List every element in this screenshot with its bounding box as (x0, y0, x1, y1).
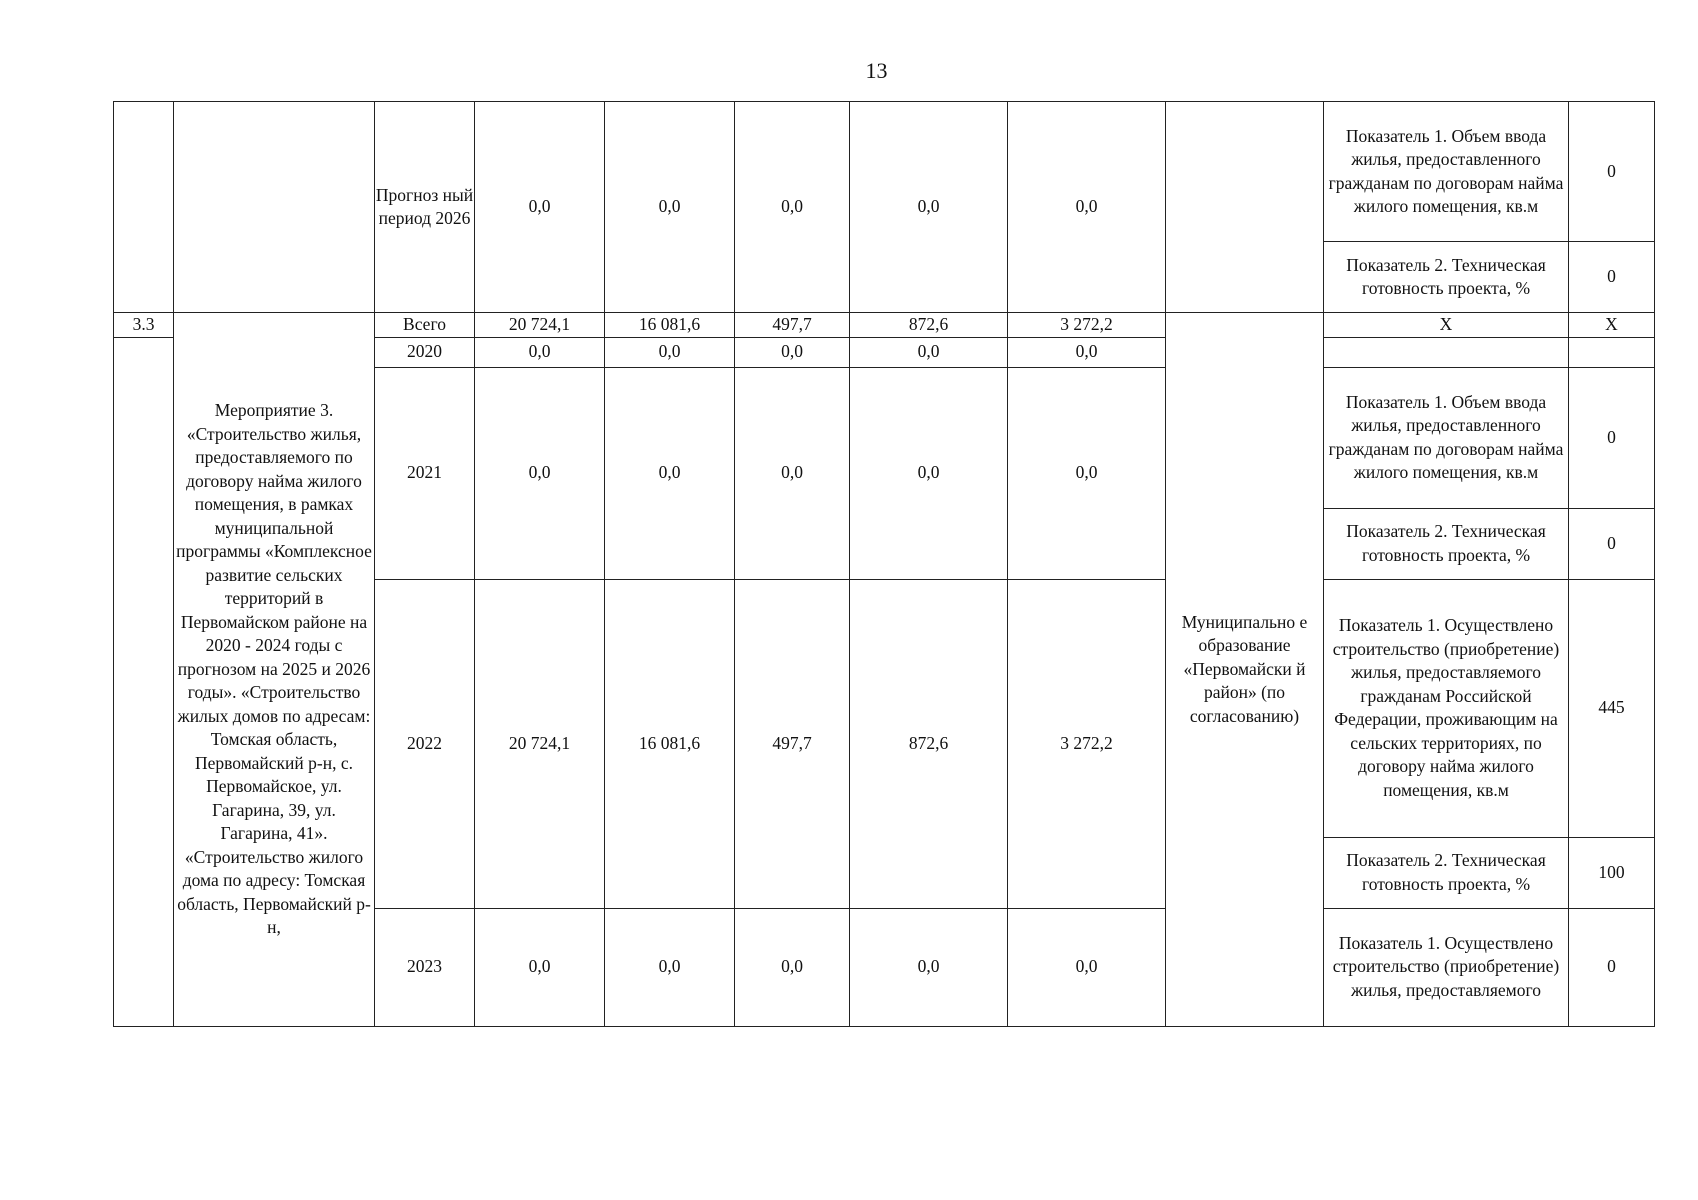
cell-indicator: Показатель 1. Объем ввода жилья, предоставленного гражданам по договорам найма жилого помещения, кв.м (1324, 367, 1569, 508)
cell-indicator: Показатель 1. Осуществлено строительство (приобретение) жилья, предоставляемого гражданам Российской Федерации, проживающим на сельских территориях, по договору найма жилого помещения, кв.м (1324, 579, 1569, 837)
cell-indicator-value: 0 (1569, 102, 1655, 242)
cell-number: 3.3 (114, 313, 174, 338)
cell-indicator-value: 0 (1569, 908, 1655, 1026)
cell-value: 0,0 (605, 337, 735, 367)
cell-indicator-value: 0 (1569, 367, 1655, 508)
cell-period: 2020 (375, 337, 475, 367)
cell-period: 2023 (375, 908, 475, 1026)
cell-indicator-value: 0 (1569, 508, 1655, 579)
table-row-2026-a (114, 102, 1655, 242)
cell-value: 0,0 (1008, 102, 1166, 313)
table-row-total (114, 313, 1655, 338)
cell-value: 0,0 (605, 908, 735, 1026)
cell-value: 3 272,2 (1008, 313, 1166, 338)
cell-value: 0,0 (850, 337, 1008, 367)
cell-value: 0,0 (605, 102, 735, 313)
cell-value: 0,0 (605, 367, 735, 579)
cell-value: 0,0 (735, 337, 850, 367)
cell-value: 0,0 (475, 337, 605, 367)
cell-description-empty (174, 102, 375, 313)
cell-value: 0,0 (735, 102, 850, 313)
cell-value: 0,0 (475, 367, 605, 579)
cell-period: 2021 (375, 367, 475, 579)
cell-period: Всего (375, 313, 475, 338)
cell-indicator: Показатель 2. Техническая готовность проекта, % (1324, 837, 1569, 908)
cell-value: 20 724,1 (475, 579, 605, 908)
cell-value: 16 081,6 (605, 579, 735, 908)
cell-indicator-empty (1324, 337, 1569, 367)
cell-indicator: Х (1324, 313, 1569, 338)
cell-value: 0,0 (735, 908, 850, 1026)
cell-indicator: Показатель 2. Техническая готовность проекта, % (1324, 508, 1569, 579)
cell-indicator: Показатель 1. Осуществлено строительство (приобретение) жилья, предоставляемого (1324, 908, 1569, 1026)
cell-value: 0,0 (850, 102, 1008, 313)
cell-executor: Муниципально е образование «Первомайски й район» (по согласованию) (1166, 313, 1324, 1027)
cell-value: 3 272,2 (1008, 579, 1166, 908)
cell-value: 0,0 (850, 908, 1008, 1026)
cell-value: 0,0 (475, 908, 605, 1026)
cell-indicator-value-empty (1569, 337, 1655, 367)
cell-indicator: Показатель 2. Техническая готовность проекта, % (1324, 242, 1569, 313)
cell-executor-empty (1166, 102, 1324, 313)
cell-indicator-value: 445 (1569, 579, 1655, 837)
cell-value: 0,0 (850, 367, 1008, 579)
cell-indicator-value: 100 (1569, 837, 1655, 908)
cell-indicator: Показатель 1. Объем ввода жилья, предоставленного гражданам по договорам найма жилого помещения, кв.м (1324, 102, 1569, 242)
cell-value: 0,0 (735, 367, 850, 579)
cell-description: Мероприятие 3. «Строительство жилья, предоставляемого по договору найма жилого помещения, в рамках муниципальной программы «Комплексное развитие сельских территорий в Первомайском районе на 2020 - 2024 годы с прогнозом на 2025 и 2026 годы». «Строительство жилых домов по адресам: Томская область, Первомайский р-н, с. Первомайское, ул. Гагарина, 39, ул. Гагарина, 41». «Строительство жилого дома по адресу: Томская область, Первомайский р-н, (174, 313, 375, 1027)
cell-value: 0,0 (1008, 367, 1166, 579)
cell-value: 872,6 (850, 313, 1008, 338)
cell-number-empty (114, 102, 174, 313)
cell-period: 2022 (375, 579, 475, 908)
cell-value: 872,6 (850, 579, 1008, 908)
cell-value: 0,0 (475, 102, 605, 313)
page-number: 13 (865, 58, 888, 83)
cell-number-empty (114, 337, 174, 1026)
cell-value: 0,0 (1008, 908, 1166, 1026)
cell-indicator-value: Х (1569, 313, 1655, 338)
cell-period: Прогноз ный период 2026 (375, 102, 475, 313)
cell-value: 0,0 (1008, 337, 1166, 367)
cell-value: 497,7 (735, 579, 850, 908)
cell-indicator-value: 0 (1569, 242, 1655, 313)
cell-value: 20 724,1 (475, 313, 605, 338)
cell-value: 497,7 (735, 313, 850, 338)
cell-value: 16 081,6 (605, 313, 735, 338)
program-table (113, 101, 1655, 1027)
